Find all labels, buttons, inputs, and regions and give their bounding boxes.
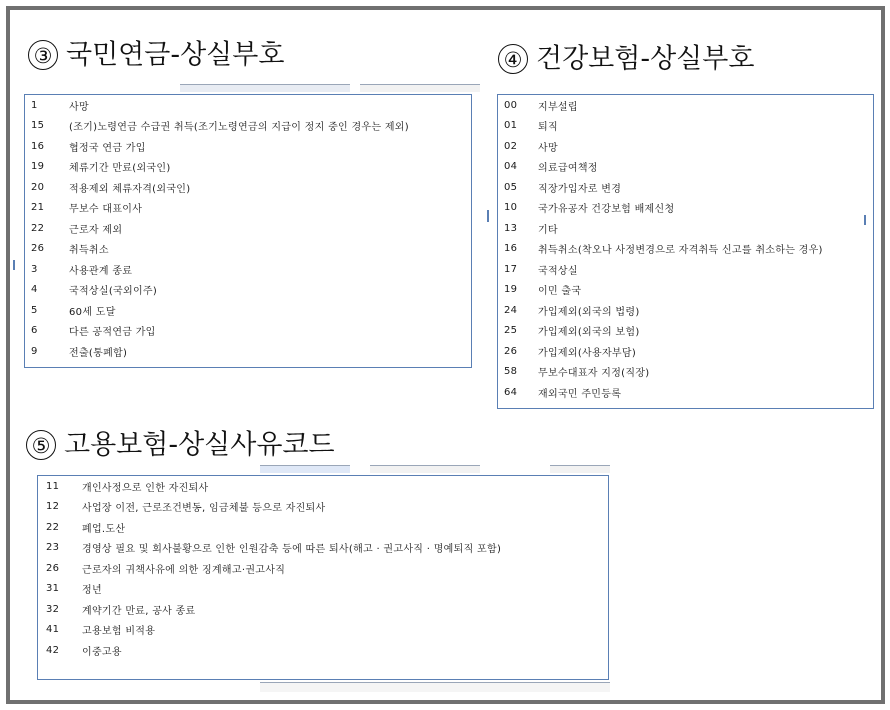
item-label: 무보수대표자 지정(직장) [538,368,650,380]
background-edge-mark [13,260,15,270]
item-label: 개인사정으로 인한 자진퇴사 [82,482,209,494]
item-label: 취득취소(착오나 사정변경으로 자격취득 신고를 취소하는 경우) [538,245,823,257]
item-label: 사망 [69,101,89,113]
item-code: 24 [504,304,518,316]
item-code: 4 [31,284,38,296]
item-code: 22 [31,222,45,234]
item-label: 국가유공자 건강보험 배제신청 [538,204,675,216]
item-code: 64 [504,386,518,398]
item-code: 12 [46,501,60,513]
item-label: 기타 [538,224,558,236]
item-label: 협정국 연금 가입 [69,142,146,154]
section-heading-pension [28,40,284,70]
list-item[interactable] [38,517,608,538]
list-item[interactable] [25,300,471,321]
item-code: 10 [504,202,518,214]
list-item[interactable] [25,95,471,116]
item-code: 11 [46,480,60,492]
item-code: 15 [31,120,45,132]
list-item[interactable] [38,579,608,600]
item-code: 23 [46,542,60,554]
pension-loss-code-dropdown[interactable] [24,94,472,368]
health-loss-code-dropdown[interactable] [497,94,874,409]
section-title-health: 건강보험-상실부호 [536,43,755,75]
item-label: 국적상실 [538,265,578,277]
list-item[interactable] [25,321,471,342]
list-item[interactable] [25,116,471,137]
item-code: 31 [46,583,60,595]
list-item[interactable] [498,321,873,342]
list-item[interactable] [498,280,873,301]
item-code: 13 [504,222,518,234]
item-label: 정년 [82,585,102,597]
item-code: 5 [31,304,38,316]
item-label: 의료급여책정 [538,163,598,175]
list-item[interactable] [498,177,873,198]
item-code: 21 [31,202,45,214]
list-item[interactable] [38,476,608,497]
item-code: 6 [31,325,38,337]
item-code: 26 [31,243,45,255]
background-form-strip-middle [260,465,610,473]
item-code: 02 [504,140,518,152]
list-item[interactable] [498,95,873,116]
item-label: 사업장 이전, 근로조건변동, 임금체불 등으로 자진퇴사 [82,503,326,515]
list-item[interactable] [498,362,873,383]
list-item[interactable] [498,382,873,403]
item-label: 사용관계 종료 [69,265,133,277]
item-code: 1 [31,99,38,111]
item-code: 04 [504,161,518,173]
employment-loss-code-dropdown[interactable] [37,475,609,680]
list-item[interactable] [498,341,873,362]
list-item[interactable] [25,218,471,239]
item-code: 32 [46,603,60,615]
item-label: (조기)노령연금 수급권 취득(조기노령연금의 지급이 정지 중인 경우는 제외) [69,122,409,134]
item-label: 적용제외 체류자격(외국인) [69,183,191,195]
item-label: 체류기간 만료(외국인) [69,163,171,175]
section-title-pension: 국민연금-상실부호 [66,39,285,71]
item-label: 사망 [538,142,558,154]
list-item[interactable] [25,259,471,280]
list-item[interactable] [498,300,873,321]
item-label: 경영상 필요 및 회사불황으로 인한 인원감축 등에 따른 퇴사(해고 · 권고사직 · 명예퇴직 포함) [82,544,502,556]
list-item[interactable] [498,198,873,219]
list-item[interactable] [498,157,873,178]
screenshot-frame [6,6,885,704]
list-item[interactable] [25,280,471,301]
list-item[interactable] [38,497,608,518]
item-label: 국적상실(국외이주) [69,286,158,298]
item-label: 이민 출국 [538,286,582,298]
item-code: 05 [504,181,518,193]
list-item[interactable] [25,239,471,260]
list-item[interactable] [498,239,873,260]
item-label: 전출(통폐합) [69,347,128,359]
item-code: 26 [46,562,60,574]
item-code: 16 [504,243,518,255]
item-label: 지부설립 [538,101,578,113]
item-code: 22 [46,521,60,533]
item-label: 계약기간 만료, 공사 종료 [82,605,196,617]
item-code: 58 [504,366,518,378]
item-label: 가입제외(외국의 보험) [538,327,640,339]
item-code: 3 [31,263,38,275]
section-heading-health [498,44,754,74]
item-code: 01 [504,120,518,132]
item-label: 가입제외(외국의 법령) [538,306,640,318]
list-item[interactable] [38,620,608,641]
item-code: 41 [46,624,60,636]
item-code: 16 [31,140,45,152]
item-code: 19 [504,284,518,296]
list-item[interactable] [38,640,608,661]
section-heading-employment [26,430,335,460]
item-label: 가입제외(사용자부담) [538,347,637,359]
list-item[interactable] [25,341,471,362]
item-label: 재외국민 주민등록 [538,388,622,400]
circled-number-4: ④ [498,44,528,74]
item-label: 이중고용 [82,646,122,658]
item-label: 근로자 제외 [69,224,123,236]
item-label: 고용보험 비적용 [82,626,156,638]
circled-number-5: ⑤ [26,430,56,460]
list-item[interactable] [38,558,608,579]
item-code: 42 [46,644,60,656]
item-code: 17 [504,263,518,275]
item-label: 무보수 대표이사 [69,204,143,216]
item-label: 60세 도달 [69,306,116,318]
list-item[interactable] [498,218,873,239]
item-code: 19 [31,161,45,173]
list-item[interactable] [498,136,873,157]
list-item[interactable] [25,177,471,198]
background-form-strip-bottom [260,682,610,692]
list-item[interactable] [38,538,608,559]
item-label: 직장가입자로 변경 [538,183,622,195]
background-edge-mark [487,210,489,222]
list-item[interactable] [25,136,471,157]
circled-number-3: ③ [28,40,58,70]
list-item[interactable] [498,259,873,280]
item-label: 폐업.도산 [82,523,126,535]
item-label: 다른 공적연금 가입 [69,327,156,339]
list-item[interactable] [25,157,471,178]
section-title-employment: 고용보험-상실사유코드 [64,429,335,461]
item-code: 26 [504,345,518,357]
item-code: 25 [504,325,518,337]
item-label: 근로자의 귀책사유에 의한 징계해고·권고사직 [82,564,286,576]
item-code: 00 [504,99,518,111]
background-edge-mark [864,215,866,225]
item-label: 퇴직 [538,122,558,134]
background-form-strip-top [180,84,480,92]
list-item[interactable] [498,116,873,137]
item-label: 취득취소 [69,245,109,257]
list-item[interactable] [25,198,471,219]
item-code: 20 [31,181,45,193]
item-code: 9 [31,345,38,357]
list-item[interactable] [38,599,608,620]
